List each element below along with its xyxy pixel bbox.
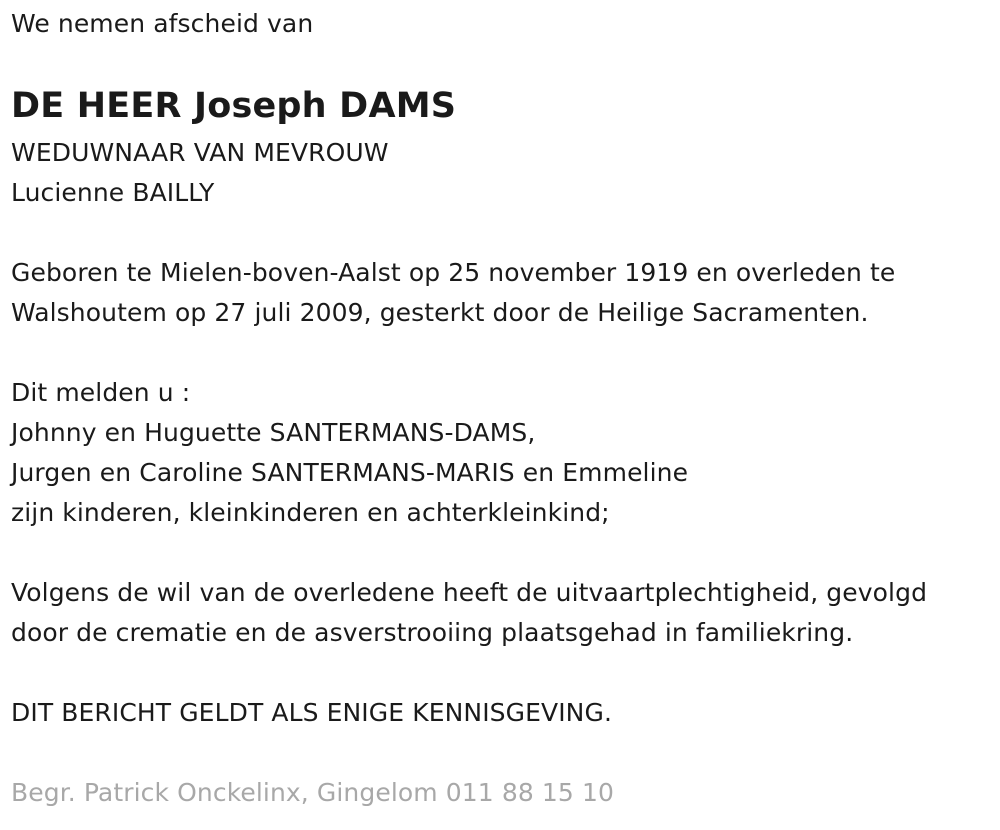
family-relation-line: zijn kinderen, kleinkinderen en achterkleinkind; (11, 498, 610, 527)
family-line-1: Johnny en Huguette SANTERMANS-DAMS, (11, 418, 536, 447)
ceremony-line-1: Volgens de wil van de overledene heeft de uitvaartplechtigheid, gevolgd (11, 578, 928, 607)
deceased-name: DE HEER Joseph DAMS (11, 86, 457, 126)
spouse-title: WEDUWNAAR VAN MEVROUW (11, 138, 389, 167)
ceremony-line-2: door de crematie en de asverstrooiing plaatsgehad in familiekring. (11, 618, 854, 647)
announced-by-heading: Dit melden u : (11, 378, 191, 407)
birth-death-line-1: Geboren te Mielen-boven-Aalst op 25 november 1919 en overleden te (11, 258, 896, 287)
spouse-name: Lucienne BAILLY (11, 178, 215, 207)
funeral-director: Begr. Patrick Onckelinx, Gingelom 011 88 15 10 (11, 778, 614, 807)
family-line-2: Jurgen en Caroline SANTERMANS-MARIS en Emmeline (11, 458, 689, 487)
birth-death-line-2: Walshoutem op 27 juli 2009, gesterkt door de Heilige Sacramenten. (11, 298, 869, 327)
notice-statement: DIT BERICHT GELDT ALS ENIGE KENNISGEVING. (11, 698, 612, 727)
intro-text: We nemen afscheid van (11, 9, 314, 38)
